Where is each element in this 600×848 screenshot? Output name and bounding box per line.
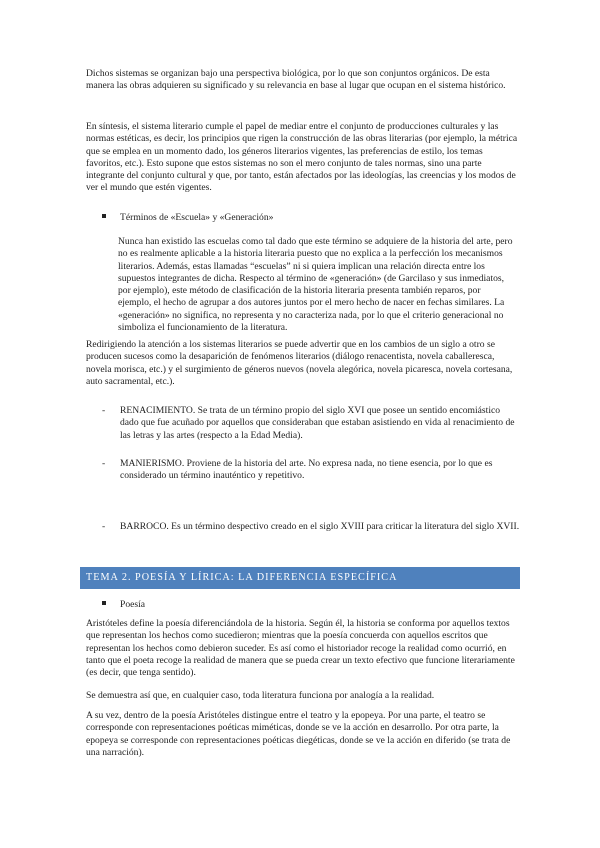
- bullet-escuela-generacion: [102, 212, 273, 224]
- dash-marker: -: [102, 521, 106, 532]
- paragraph-synthesis: En síntesis, el sistema literario cumple el papel de mediar entre el conjunto de producciones culturales y las normas estéticas, es decir, los principios que rigen la construcción de las obras literarias (por ejemplo, la métrica que se emplea en un momento dado, los géneros literarios vigentes, las preferencias de estilo, los temas favoritos, etc.). Esto supone que estos sistemas no son el mero conjunto de tales normas, sino una parte integrante del conjunto cultural y que, por tanto, están afectados por las ideologías, las creencias y los modos de ver el mundo que estén vigentes.: [86, 121, 518, 194]
- square-bullet-icon: [102, 601, 106, 605]
- dash-marker: -: [102, 405, 106, 416]
- bullet-poesia: [102, 599, 145, 611]
- paragraph-aristoteles-poesia: Aristóteles define la poesía diferenciándola de la historia. Según él, la historia se conforma por aquellos textos que representan los hechos como sucedieron; mientras que la poesía concuerda con aquellos escritos que representan los hechos como debieron suceder. Es así como el historiador recoge la realidad como ocurrió, en tanto que el poeta recoge la realidad de manera que se pueda crear un texto efectivo que funcione literariamente (es decir, que tenga sentido).: [86, 618, 515, 679]
- bullet-label: Poesía: [120, 599, 146, 610]
- bullet-label: Términos de «Escuela» y «Generación»: [120, 212, 274, 223]
- period-text: BARROCO. Es un término despectivo creado en el siglo XVIII para criticar la literatura del siglo XVII.: [120, 521, 520, 532]
- quote-escuelas: Nunca han existido las escuelas como tal dado que este término se adquiere de la historia del arte, pero no es realmente aplicable a la historia literaria puesto que no explica a la perfección los mecanismos literarios. Además, estas llamadas “escuelas” ni si quiera implican una relación directa entre los supuestos integrantes de dicha. Respecto al término de «generación» (de Garcilaso y sus inmediatos, por ejemplo), este método de clasificación de la historia literaria presenta también reparos, por ejemplo, el hecho de agrupar a dos autores juntos por el mero hecho de nacer en fechas similares. La «generación» no significa, no representa y no caracteriza nada, por lo que el criterio generacional no simboliza el funcionamiento de la literatura.: [118, 236, 513, 334]
- paragraph-biological-systems: Dichos sistemas se organizan bajo una perspectiva biológica, por lo que son conjuntos orgánicos. De esta manera las obras adquieren su significado y su relevancia en base al lugar que ocupan en el sistema histórico.: [86, 68, 506, 92]
- paragraph-teatro-epopeya: A su vez, dentro de la poesía Aristóteles distingue entre el teatro y la epopeya. Por una parte, el teatro se corresponde con representaciones poéticas miméticas, donde se ve la acción en desarrollo. Por otra parte, la epopeya se corresponde con representaciones poéticas diegéticas, donde se ve la acción en diferido (se trata de una narración).: [86, 710, 511, 758]
- section-heading-banner: [80, 567, 520, 589]
- dash-marker: -: [102, 458, 106, 469]
- square-bullet-icon: [102, 214, 106, 218]
- period-text: RENACIMIENTO. Se trata de un término propio del siglo XVI que posee un sentido encomiástico dado que fue acuñado por aquellos que consideraban que estaban asistiendo en vida al renacimiento de las letras y las artes (respecto a la Edad Media).: [120, 405, 515, 441]
- period-text: MANIERISMO. Proviene de la historia del arte. No expresa nada, no tiene esencia, por lo que es considerado un término inauténtico y repetitivo.: [120, 458, 493, 482]
- paragraph-literary-systems: Redirigiendo la atención a los sistemas literarios se puede advertir que en los cambios de un siglo a otro se producen sucesos como la desaparición de fenómenos literarios (diálogo renacentista, novela caballeresca, novela morisca, etc.) y el surgimiento de géneros nuevos (novela alegórica, novela picaresca, novela cortesana, auto sacramental, etc.).: [86, 339, 513, 387]
- section-heading: TEMA 2. POESÍA Y LÍRICA: LA DIFERENCIA ESPECÍFICA: [86, 572, 398, 583]
- paragraph-analogia: Se demuestra así que, en cualquier caso, toda literatura funciona por analogía a la realidad.: [86, 690, 435, 701]
